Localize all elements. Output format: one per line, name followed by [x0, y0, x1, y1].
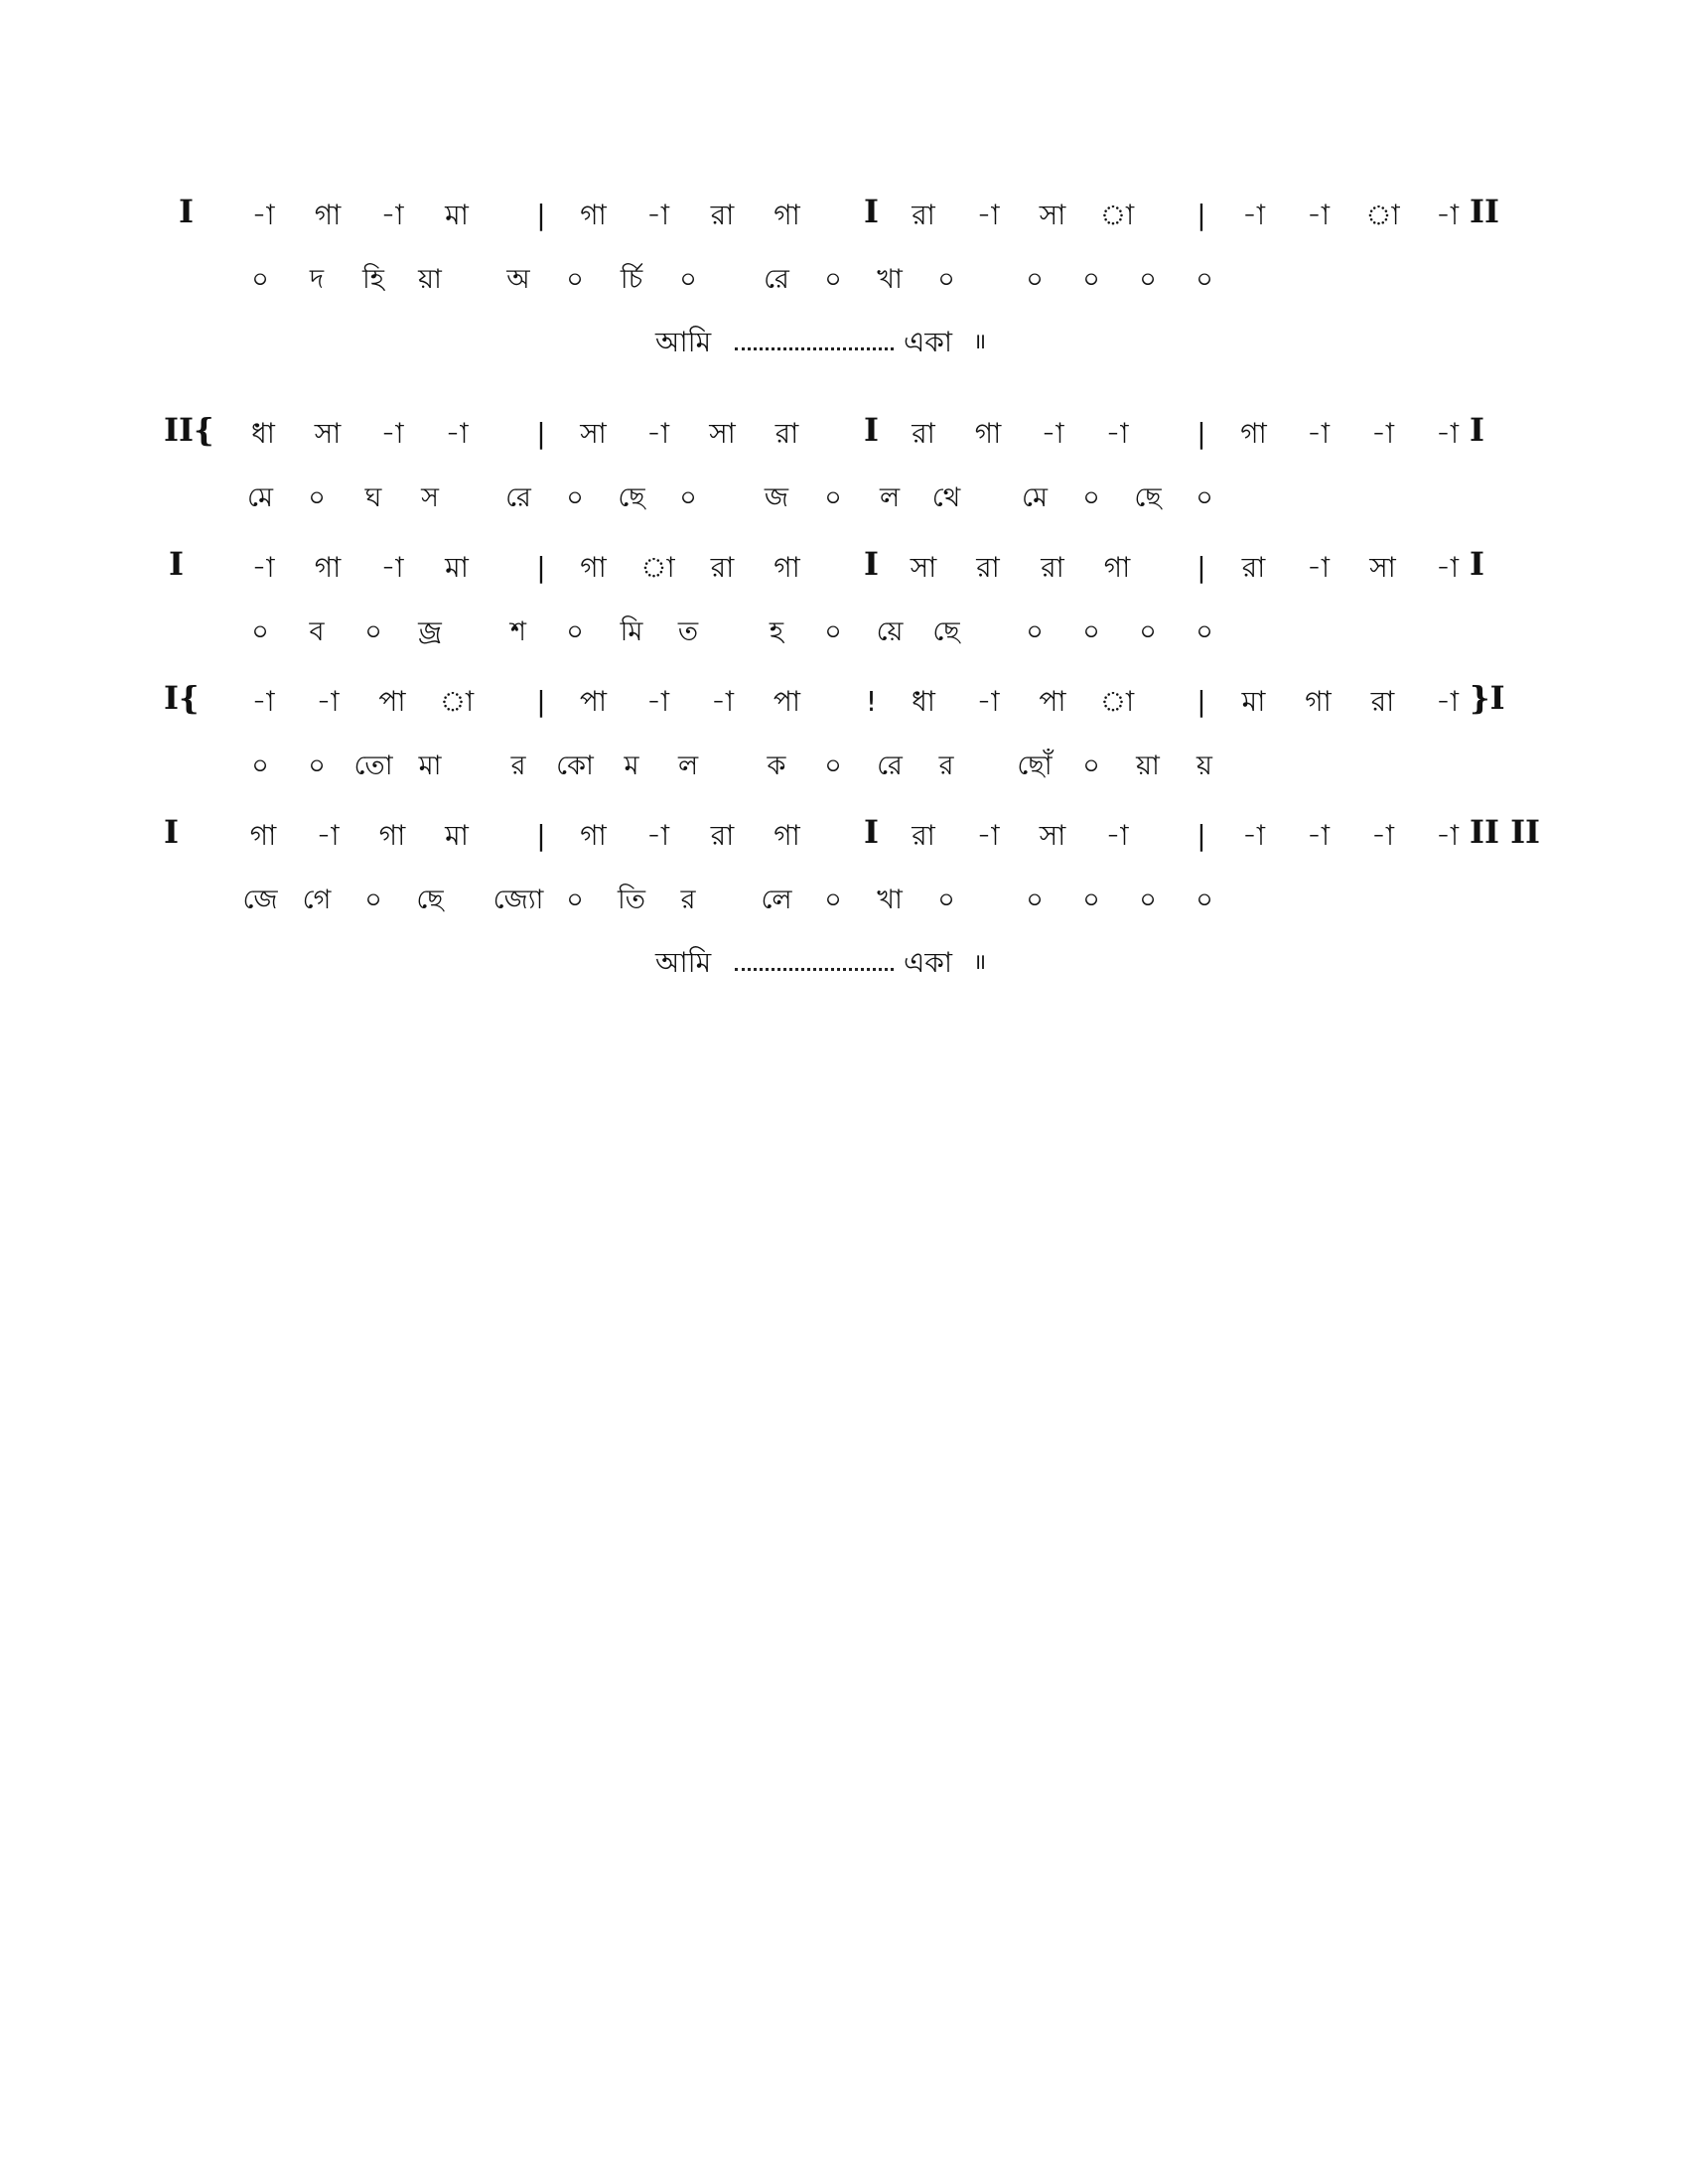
barline: I	[864, 813, 879, 851]
lyric-syllable: ০	[251, 751, 269, 781]
lyric-syllable: ক	[767, 751, 786, 781]
lyric-syllable: ছোঁ	[1017, 751, 1053, 781]
note-swara: -া	[1435, 417, 1460, 450]
barline: |	[1196, 199, 1206, 231]
barline: |	[536, 551, 546, 584]
lyric-syllable: রে	[877, 751, 903, 781]
note-swara: রা	[976, 551, 1000, 584]
lyric-syllable: হি	[362, 264, 384, 295]
lyric-syllable: শ	[510, 616, 526, 647]
refrain-dotted-leader	[735, 347, 894, 350]
note-swara: -া	[1435, 685, 1460, 718]
lyric-syllable: ০	[1139, 264, 1157, 295]
lyric-syllable: হ	[769, 616, 784, 647]
barline: |	[536, 199, 546, 231]
lyric-syllable: ০	[1082, 751, 1100, 781]
lyric-syllable: র	[510, 751, 526, 781]
lyric-syllable: ছে	[932, 616, 960, 647]
barline: |	[536, 685, 546, 718]
end-barline: I	[1470, 545, 1484, 583]
lyric-syllable: ০	[824, 751, 842, 781]
note-swara: -া	[1370, 417, 1395, 450]
lyric-syllable: ০	[308, 751, 326, 781]
note-swara: া	[1099, 199, 1135, 231]
lyric-syllable: কো	[556, 751, 594, 781]
lyric-syllable: য়ে	[876, 616, 904, 647]
note-swara: -া	[445, 417, 469, 450]
note-swara: ধা	[251, 417, 275, 450]
end-barline: I	[1470, 411, 1484, 449]
note-swara: মা	[445, 819, 469, 852]
lyric-syllable: ০	[1139, 616, 1157, 647]
note-swara: -া	[1435, 551, 1460, 584]
note-swara: রা	[912, 199, 935, 231]
lyric-syllable: তি	[618, 885, 645, 915]
note-swara: -া	[1306, 199, 1331, 231]
note-swara: -া	[380, 551, 404, 584]
lyric-syllable: মে	[1022, 482, 1048, 513]
note-swara: রা	[912, 819, 935, 852]
note-swara: গা	[580, 819, 607, 852]
lyric-syllable: ০	[1196, 885, 1213, 915]
note-swara: রা	[710, 819, 735, 852]
lyric-syllable: মা	[418, 751, 442, 781]
lyric-syllable: ০	[251, 616, 269, 647]
barline: |	[1196, 685, 1206, 718]
end-barline: II	[1470, 193, 1499, 230]
note-swara: রা	[1370, 685, 1395, 718]
lyric-syllable: ০	[1196, 482, 1213, 513]
refrain-line	[655, 946, 1013, 980]
note-swara: া	[439, 685, 475, 718]
barline: |	[536, 819, 546, 852]
note-swara: -া	[1041, 417, 1064, 450]
note-swara: া	[1365, 199, 1400, 231]
note-swara: গা	[378, 819, 406, 852]
lyric-syllable: ০	[1082, 616, 1100, 647]
lyric-syllable: রে	[764, 264, 789, 295]
note-swara: -া	[645, 417, 670, 450]
lyric-syllable: ০	[364, 885, 382, 915]
lyric-syllable: স	[421, 482, 439, 513]
lyric-syllable: র	[680, 885, 696, 915]
note-swara: মা	[445, 199, 469, 231]
lyric-syllable: জ	[764, 482, 789, 513]
note-swara: গা	[249, 819, 277, 852]
start-barline: I	[164, 813, 179, 851]
note-swara: সা	[1369, 551, 1396, 584]
barline: |	[536, 417, 546, 450]
barline: I	[864, 545, 879, 583]
lyric-syllable: ০	[566, 616, 584, 647]
note-swara: গা	[580, 551, 607, 584]
note-swara: রা	[912, 417, 935, 450]
note-swara: রা	[1241, 551, 1266, 584]
start-barline: I{	[164, 679, 200, 717]
note-swara: া	[640, 551, 675, 584]
note-swara: -া	[1105, 819, 1129, 852]
note-swara: গা	[774, 199, 800, 231]
lyric-syllable: ছে	[1134, 482, 1162, 513]
lyric-syllable: ০	[1026, 616, 1044, 647]
note-swara: -া	[976, 819, 1000, 852]
lyric-syllable: ল	[677, 751, 699, 781]
note-swara: রা	[774, 417, 799, 450]
note-swara: -া	[1105, 417, 1129, 450]
lyric-syllable: র	[938, 751, 954, 781]
lyric-syllable: ঘ	[364, 482, 382, 513]
lyric-syllable: ০	[824, 482, 842, 513]
lyric-syllable: ল	[879, 482, 901, 513]
lyric-syllable: থে	[931, 482, 961, 513]
barline: |	[1196, 819, 1206, 852]
lyric-syllable: ০	[308, 482, 326, 513]
note-swara: -া	[645, 819, 670, 852]
note-swara: -া	[1306, 417, 1331, 450]
lyric-syllable: য়া	[418, 264, 442, 295]
refrain-double-danda: ॥	[973, 950, 987, 975]
note-swara: -া	[251, 199, 275, 231]
note-swara: পা	[579, 685, 608, 718]
start-barline: I	[179, 193, 194, 230]
note-swara: গা	[1305, 685, 1332, 718]
refrain-line	[655, 326, 1013, 359]
lyric-syllable: মি	[620, 616, 643, 647]
note-swara: -া	[976, 199, 1000, 231]
refrain-end: একা	[904, 946, 953, 979]
lyric-syllable: ০	[679, 264, 697, 295]
note-swara: গা	[1103, 551, 1131, 584]
note-swara: গা	[774, 819, 800, 852]
note-swara: গা	[974, 417, 1002, 450]
note-swara: মা	[445, 551, 469, 584]
lyric-syllable: ০	[364, 616, 382, 647]
note-swara: মা	[1241, 685, 1266, 718]
note-swara: -া	[316, 819, 340, 852]
lyric-syllable: জ্র	[418, 616, 442, 647]
note-swara: -া	[380, 199, 404, 231]
lyric-syllable: ০	[824, 264, 842, 295]
note-swara: -া	[976, 685, 1000, 718]
barline: |	[1196, 551, 1206, 584]
note-swara: -া	[1435, 199, 1460, 231]
note-swara: -া	[1370, 819, 1395, 852]
note-swara: -া	[316, 685, 340, 718]
lyric-syllable: ০	[1196, 616, 1213, 647]
barline: !	[865, 685, 878, 718]
lyric-syllable: ০	[1139, 885, 1157, 915]
note-swara: সা	[1039, 819, 1066, 852]
note-swara: -া	[1306, 551, 1331, 584]
note-swara: -া	[645, 199, 670, 231]
barline: |	[1196, 417, 1206, 450]
note-swara: সা	[709, 417, 736, 450]
note-swara: -া	[710, 685, 735, 718]
lyric-syllable: দ	[309, 264, 325, 295]
lyric-syllable: ব	[309, 616, 325, 647]
lyric-syllable: ০	[679, 482, 697, 513]
lyric-syllable: ০	[566, 885, 584, 915]
refrain-dotted-leader	[735, 968, 894, 971]
note-swara: গা	[580, 199, 607, 231]
start-barline: I	[169, 545, 184, 583]
lyric-syllable: র্চি	[620, 264, 643, 295]
refrain-start: আমি	[655, 946, 712, 979]
lyric-syllable: ০	[1082, 482, 1100, 513]
lyric-syllable: ০	[824, 616, 842, 647]
note-swara: গা	[314, 199, 342, 231]
note-swara: পা	[378, 685, 406, 718]
note-swara: গা	[774, 551, 800, 584]
lyric-syllable: জ্যো	[492, 885, 544, 915]
lyric-syllable: খা	[877, 264, 903, 295]
lyric-syllable: ০	[1082, 885, 1100, 915]
lyric-syllable: য়	[1196, 751, 1212, 781]
note-swara: া	[1099, 685, 1135, 718]
note-swara: -া	[380, 417, 404, 450]
lyric-syllable: অ	[506, 264, 530, 295]
lyric-syllable: ছে	[618, 482, 645, 513]
lyric-syllable: গে	[302, 885, 332, 915]
lyric-syllable: ০	[937, 264, 955, 295]
lyric-syllable: ০	[251, 264, 269, 295]
note-swara: পা	[1039, 685, 1066, 718]
lyric-syllable: ০	[1026, 885, 1044, 915]
lyric-syllable: ০	[566, 264, 584, 295]
lyric-syllable: ০	[937, 885, 955, 915]
lyric-syllable: জে	[242, 885, 278, 915]
end-barline: }I	[1470, 679, 1505, 717]
end-barline: II II	[1470, 813, 1541, 851]
refrain-start: আমি	[655, 326, 712, 358]
lyric-syllable: রে	[505, 482, 531, 513]
note-swara: সা	[314, 417, 342, 450]
note-swara: -া	[251, 685, 275, 718]
note-swara: রা	[710, 199, 735, 231]
lyric-syllable: ০	[1196, 264, 1213, 295]
note-swara: সা	[910, 551, 937, 584]
note-swara: -া	[1241, 199, 1266, 231]
note-swara: সা	[580, 417, 607, 450]
lyric-syllable: মে	[247, 482, 273, 513]
lyric-syllable: ০	[824, 885, 842, 915]
note-swara: রা	[1041, 551, 1064, 584]
refrain-double-danda: ॥	[973, 330, 987, 354]
lyric-syllable: ম	[624, 751, 639, 781]
lyric-syllable: ত	[677, 616, 699, 647]
refrain-end: একা	[904, 326, 953, 358]
note-swara: পা	[773, 685, 801, 718]
lyric-syllable: ০	[1026, 264, 1044, 295]
lyric-syllable: ০	[566, 482, 584, 513]
barline: I	[864, 411, 879, 449]
note-swara: সা	[1039, 199, 1066, 231]
lyric-syllable: য়া	[1136, 751, 1160, 781]
lyric-syllable: ছে	[416, 885, 444, 915]
note-swara: গা	[314, 551, 342, 584]
note-swara: -া	[251, 551, 275, 584]
note-swara: রা	[710, 551, 735, 584]
lyric-syllable: তো	[353, 751, 393, 781]
note-swara: -া	[1435, 819, 1460, 852]
barline: I	[864, 193, 879, 230]
note-swara: -া	[1241, 819, 1266, 852]
lyric-syllable: খা	[877, 885, 903, 915]
note-swara: -া	[645, 685, 670, 718]
note-swara: -া	[1306, 819, 1331, 852]
lyric-syllable: লে	[761, 885, 792, 915]
start-barline: II{	[164, 411, 214, 449]
lyric-syllable: ০	[1082, 264, 1100, 295]
note-swara: ধা	[912, 685, 935, 718]
note-swara: গা	[1240, 417, 1267, 450]
